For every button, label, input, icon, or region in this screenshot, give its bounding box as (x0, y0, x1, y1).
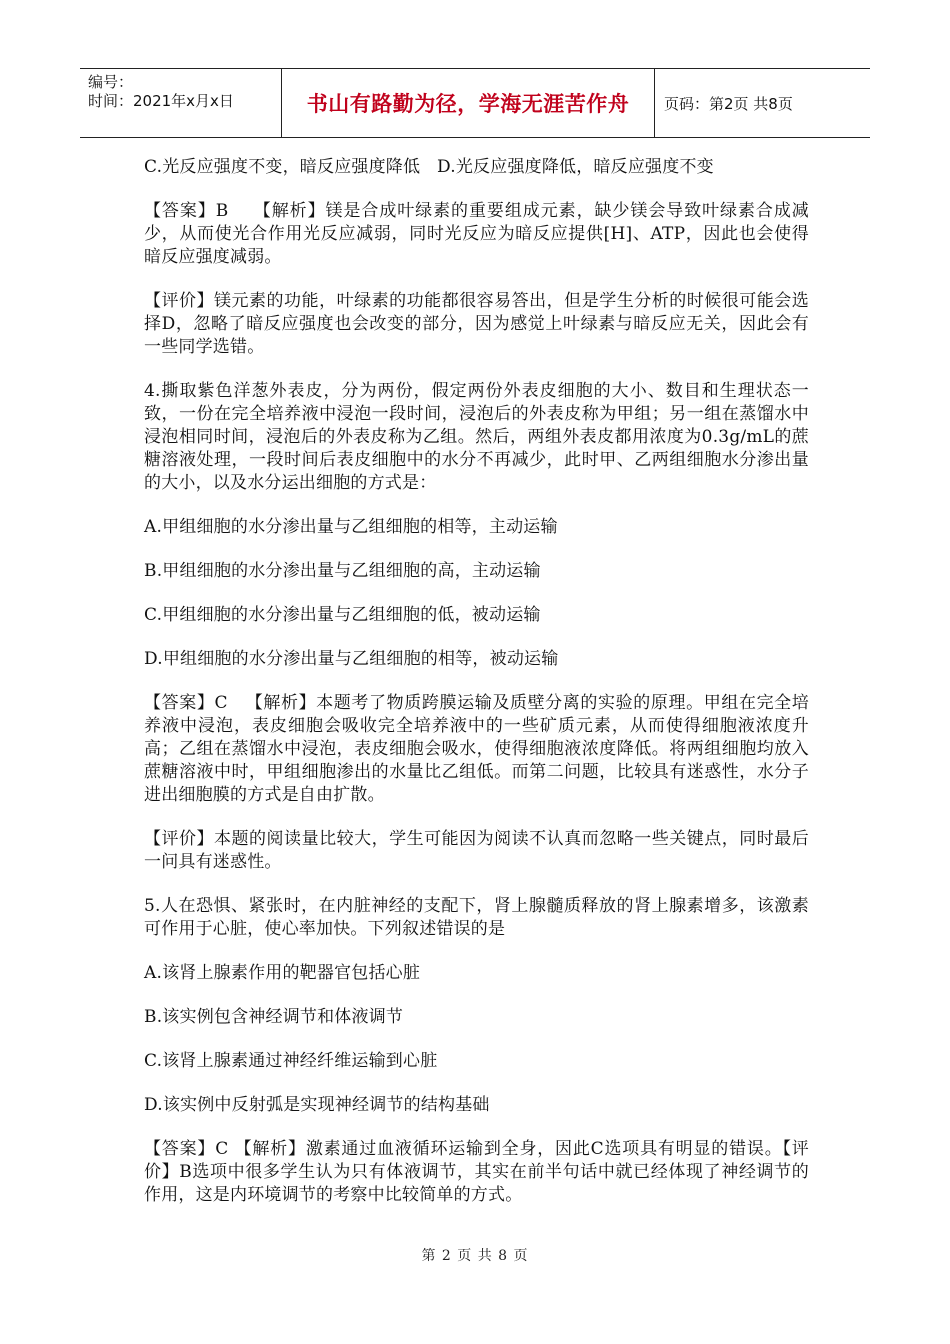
answer-paragraph-q5: 【答案】C 【解析】激素通过血液循环运输到全身，因此C选项具有明显的错误。【评价】B选项中很多学生认为只有体液调节，其实在前半句话中就已经体现了神经调节的作用，这是内环境调节的考察中比较简单的方式。 (144, 1139, 809, 1205)
option-c-d-line: C.光反应强度不变，暗反应强度降低 D.光反应强度降低，暗反应强度不变 (144, 157, 714, 177)
question-4-option-a: A.甲组细胞的水分渗出量与乙组细胞的相等，主动运输 (144, 517, 558, 537)
question-4-option-d: D.甲组细胞的水分渗出量与乙组细胞的相等，被动运输 (144, 649, 559, 669)
question-4-option-c: C.甲组细胞的水分渗出量与乙组细胞的低，被动运输 (144, 605, 541, 625)
header-motto: 书山有路勤为径，学海无涯苦作舟 (282, 69, 655, 137)
question-4-option-b: B.甲组细胞的水分渗出量与乙组细胞的高，主动运输 (144, 561, 541, 581)
document-number-label: 编号： (88, 73, 134, 91)
evaluation-paragraph-q4: 【评价】本题的阅读量比较大，学生可能因为阅读不认真而忽略一些关键点，同时最后一问具有迷惑性。 (144, 829, 809, 872)
question-4-text: 4.撕取紫色洋葱外表皮，分为两份，假定两份外表皮细胞的大小、数目和生理状态一致，一份在完全培养液中浸泡一段时间，浸泡后的外表皮称为甲组；另一组在蒸馏水中浸泡相同时间，浸泡后的外表皮称为乙组。然后，两组外表皮都用浓度为0.3g/mL的蔗糖溶液处理，一段时间后表皮细胞中的水分不再减少，此时甲、乙两组细胞水分渗出量的大小，以及水分运出细胞的方式是： (144, 381, 809, 493)
question-5-option-b: B.该实例包含神经调节和体液调节 (144, 1007, 404, 1027)
header-page-label: 页码：第2页 共8页 (664, 94, 793, 113)
page-header (80, 68, 870, 138)
answer-paragraph-q4: 【答案】C 【解析】本题考了物质跨膜运输及质壁分离的实验的原理。甲组在完全培养液中浸泡，表皮细胞会吸收完全培养液中的一些矿质元素，从而使得细胞液浓度升高；乙组在蒸馏水中浸泡，表皮细胞会吸水，使得细胞液浓度降低。将两组细胞均放入蔗糖溶液中时，甲组细胞渗出的水量比乙组低。而第二问题，比较具有迷惑性，水分子进出细胞膜的方式是自由扩散。 (144, 693, 809, 805)
answer-paragraph-q3: 【答案】B 【解析】镁是合成叶绿素的重要组成元素，缺少镁会导致叶绿素合成减少，从而使光合作用光反应减弱，同时光反应为暗反应提供[H]、ATP，因此也会使得暗反应强度减弱。 (144, 201, 809, 267)
document-time-label: 时间：2021年x月x日 (88, 92, 234, 110)
page-footer: 第 2 页 共 8 页 (421, 1248, 529, 1264)
document-body (144, 156, 809, 1228)
question-5-option-a: A.该肾上腺素作用的靶器官包括心脏 (144, 963, 421, 983)
header-info-cell (80, 69, 282, 137)
question-5-option-c: C.该肾上腺素通过神经纤维运输到心脏 (144, 1051, 438, 1071)
question-5-text: 5.人在恐惧、紧张时，在内脏神经的支配下，肾上腺髓质释放的肾上腺素增多，该激素可作用于心脏，使心率加快。下列叙述错误的是 (144, 896, 809, 939)
question-5-option-d: D.该实例中反射弧是实现神经调节的结构基础 (144, 1095, 490, 1115)
evaluation-paragraph-q3: 【评价】镁元素的功能，叶绿素的功能都很容易答出，但是学生分析的时候很可能会选择D，忽略了暗反应强度也会改变的部分，因为感觉上叶绿素与暗反应无关，因此会有一些同学选错。 (144, 291, 809, 357)
